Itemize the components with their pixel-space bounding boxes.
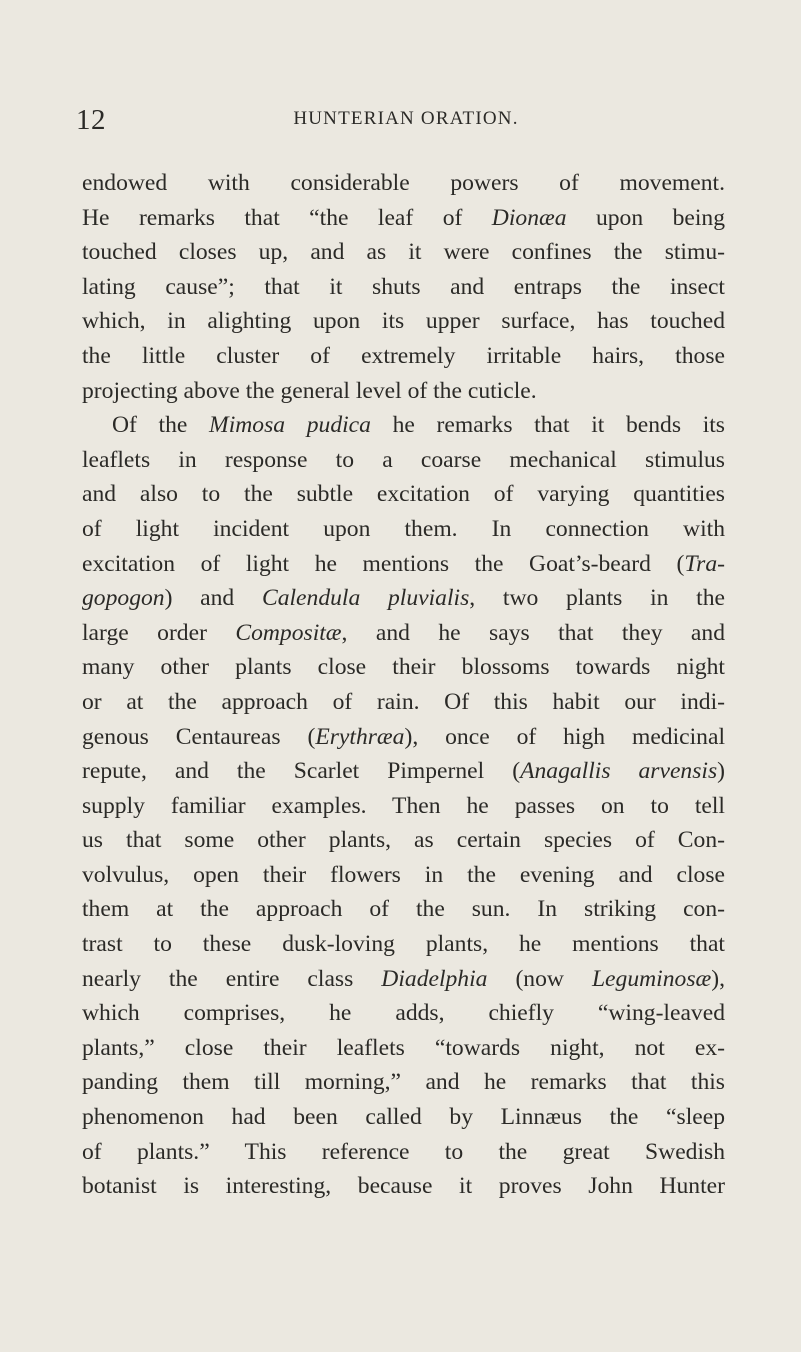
running-head: [76, 104, 726, 134]
italic-term: Erythræa: [315, 723, 405, 750]
text-line: genous Centaureas (Erythræa), once of high medicinal: [82, 723, 726, 750]
text-line: and also to the subtle excitation of varying quantities: [82, 481, 725, 508]
text-line: panding them till morning,” and he remarks that this: [82, 1069, 725, 1096]
text-line: many other plants close their blossoms towards night: [82, 654, 725, 681]
italic-term: Mimosa pudica: [209, 412, 371, 439]
text-line: gopogon) and Calendula pluvialis, two plants in the: [82, 585, 725, 612]
text-line: projecting above the general level of the cuticle.: [82, 377, 537, 404]
text-line: of plants.” This reference to the great Swedish: [82, 1138, 725, 1165]
italic-term: Anagallis arvensis: [520, 758, 718, 785]
text-line: nearly the entire class Diadelphia (now Leguminosæ),: [82, 965, 725, 992]
text-line: or at the approach of rain. Of this habit our indi-: [82, 688, 725, 715]
text-line: botanist is interesting, because it proves John Hunter: [82, 1173, 725, 1200]
body-text: [82, 166, 725, 1204]
text-line: phenomenon had been called by Linnæus the “sleep: [82, 1104, 725, 1131]
italic-term: Diadelphia: [381, 965, 488, 992]
text-line: plants,” close their leaflets “towards night, not ex-: [82, 1034, 725, 1061]
italic-term: Tra-: [684, 550, 725, 577]
running-title: HUNTERIAN ORATION.: [293, 108, 519, 129]
text-line: Of the Mimosa pudica he remarks that it bends its: [112, 412, 725, 439]
text-line: us that some other plants, as certain species of Con-: [82, 827, 725, 854]
text-line: endowed with considerable powers of movement.: [82, 170, 725, 196]
italic-term: Compositæ: [235, 619, 342, 646]
italic-term: Dionæa: [491, 204, 567, 231]
italic-term: Calendula pluvialis: [261, 585, 470, 612]
text-line: them at the approach of the sun. In striking con-: [82, 896, 725, 923]
text-line: which comprises, he adds, chiefly “wing-leaved: [82, 1000, 725, 1027]
text-line: leaflets in response to a coarse mechanical stimulus: [82, 446, 725, 473]
text-line: large order Compositæ, and he says that they and: [82, 619, 725, 646]
italic-term: gopogon: [82, 585, 165, 612]
text-line: of light incident upon them. In connection with: [82, 515, 725, 542]
text-line: excitation of light he mentions the Goat’s-beard (Tra-: [82, 550, 725, 577]
text-line: repute, and the Scarlet Pimpernel (Anagallis arvensis): [82, 758, 726, 785]
text-line: lating cause”; that it shuts and entraps the insect: [82, 273, 725, 300]
text-line: trast to these dusk-loving plants, he mentions that: [82, 931, 725, 958]
text-line: He remarks that “the leaf of Dionæa upon being: [82, 204, 726, 231]
page-number: 12: [76, 104, 106, 136]
text-line: the little cluster of extremely irritable hairs, those: [82, 342, 725, 369]
text-line: touched closes up, and as it were confines the stimu-: [82, 239, 725, 266]
text-line: volvulus, open their flowers in the evening and close: [82, 861, 725, 888]
text-line: supply familiar examples. Then he passes on to tell: [82, 792, 725, 819]
italic-term: Leguminosæ: [591, 965, 712, 992]
text-line: which, in alighting upon its upper surface, has touched: [82, 308, 725, 335]
